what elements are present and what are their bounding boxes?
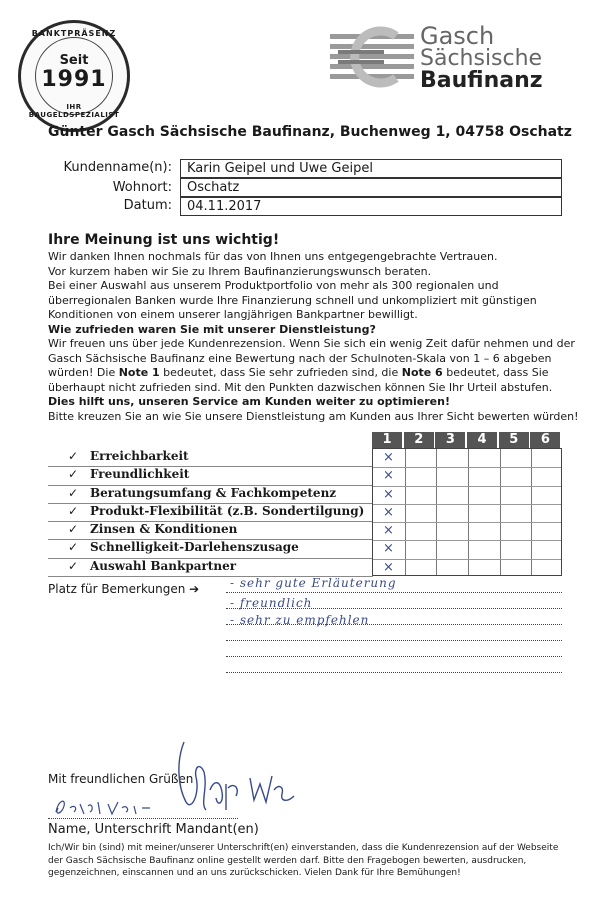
remark-handwritten: - freundlich xyxy=(230,596,313,610)
intro-text xyxy=(48,250,588,424)
rating-cross[interactable]: × xyxy=(383,559,394,575)
remarks-label: Platz für Bemerkungen ➔ xyxy=(48,582,200,596)
rating-grid xyxy=(372,448,562,576)
footer-line: der Gasch Sächsische Baufinanz online gestellt werden darf. Bitte den Fragebogen bewerten, ausdrucken, xyxy=(48,855,527,866)
seal-since: Seit xyxy=(59,53,89,68)
body-text: bedeutet, dass Sie xyxy=(442,366,549,379)
company-seal xyxy=(18,20,130,132)
check-icon: ✓ xyxy=(68,467,79,482)
grade-header-1: 1 xyxy=(372,432,402,448)
page-heading: Ihre Meinung ist uns wichtig! xyxy=(48,232,280,248)
grade-header-4: 4 xyxy=(467,432,497,448)
check-icon: ✓ xyxy=(68,503,79,518)
grade-header-3: 3 xyxy=(435,432,465,448)
intro-line: Vor kurzem haben wir Sie zu Ihrem Baufinanzierungswunsch beraten. xyxy=(48,264,432,278)
criterion-label: Schnelligkeit-Darlehenszusage xyxy=(90,540,299,555)
signature-drawing-2 xyxy=(50,794,160,820)
euro-logo-icon xyxy=(330,24,414,90)
brand-line-3: Baufinanz xyxy=(420,68,543,93)
brand-line-2: Sächsische xyxy=(420,46,543,71)
body-line: Gasch Sächsische Baufinanz eine Bewertung nach der Schulnoten-Skala von 1 – 6 abgeben xyxy=(48,351,552,365)
criterion-label: Erreichbarkeit xyxy=(90,449,189,463)
rating-cross[interactable]: × xyxy=(383,541,394,557)
signature-line xyxy=(48,818,238,819)
grade-header-2: 2 xyxy=(404,432,434,448)
seal-bottom-text: IHR BAUGELDSPEZIALIST xyxy=(28,103,120,119)
body-text: bedeutet, dass Sie sehr zufrieden sind, die xyxy=(159,366,402,379)
grade-header-6: 6 xyxy=(530,432,560,448)
seal-top-text: BANKTPRÄSENZ xyxy=(31,29,117,38)
rating-cross[interactable]: × xyxy=(383,523,394,539)
city-field[interactable]: Oschatz xyxy=(180,178,562,197)
date-label: Datum: xyxy=(123,198,172,213)
question-heading: Wie zufrieden waren Sie mit unserer Dienstleistung? xyxy=(48,322,376,336)
note-6-text: Note 6 xyxy=(401,366,443,379)
remark-handwritten: - sehr gute Erläuterung xyxy=(230,576,397,590)
body-line: Wir freuen uns über jede Kundenrezension. Wenn Sie sich ein wenig Zeit dafür nehmen und der xyxy=(48,337,575,350)
criterion-label: Auswahl Bankpartner xyxy=(90,558,237,573)
check-icon: ✓ xyxy=(68,485,79,500)
check-icon: ✓ xyxy=(68,558,79,573)
city-label: Wohnort: xyxy=(112,180,172,195)
help-line: Dies hilft uns, unseren Service am Kunden weiter zu optimieren! xyxy=(48,395,450,408)
note-1-text: Note 1 xyxy=(118,366,160,379)
rating-cross[interactable]: × xyxy=(383,504,394,520)
intro-line: überregionalen Banken wurde Ihre Finanzierung schnell und unkompliziert mit günstigen xyxy=(48,293,537,307)
remarks-line xyxy=(226,672,562,673)
intro-line: Bei einer Auswahl aus unserem Produktportfolio von mehr als 300 regionalen und xyxy=(48,279,499,292)
remarks-line xyxy=(226,640,562,641)
check-icon: ✓ xyxy=(68,540,79,555)
intro-line: Wir danken Ihnen nochmals für das von Ihnen uns entgegengebrachte Vertrauen. xyxy=(48,250,498,263)
grade-header-5: 5 xyxy=(499,432,529,448)
footer-consent xyxy=(48,842,568,880)
footer-line: gegenzeichnen, einscannen und an uns zurückschicken. Vielen Dank für Ihre Bemühungen! xyxy=(48,868,461,878)
body-text: würden! Die xyxy=(48,366,119,379)
customer-name-label: Kundenname(n): xyxy=(63,160,172,175)
remark-handwritten: - sehr zu empfehlen xyxy=(230,613,370,627)
rating-cross[interactable]: × xyxy=(383,450,394,465)
seal-year: 1991 xyxy=(41,67,107,92)
intro-line: Konditionen von einem unserer langjährigen Bankpartner bewilligt. xyxy=(48,308,418,321)
remarks-line xyxy=(226,592,562,593)
criterion-label: Zinsen & Konditionen xyxy=(90,522,238,537)
footer-line: Ich/Wir bin (sind) mit meiner/unserer Unterschrift(en) einverstanden, dass die Kundenrezension auf der Webseite xyxy=(48,843,559,853)
date-field[interactable]: 04.11.2017 xyxy=(180,197,562,216)
criterion-label: Freundlichkeit xyxy=(90,467,190,482)
rating-cross[interactable]: × xyxy=(383,468,394,484)
body-line: überhaupt nicht zufrieden sind. Mit den Punkten dazwischen können Sie Ihr Urteil abstufen. xyxy=(48,380,553,394)
body-line xyxy=(48,366,588,381)
check-icon: ✓ xyxy=(68,522,79,537)
closing-greeting: Mit freundlichen Grüßen xyxy=(48,772,194,786)
check-icon: ✓ xyxy=(68,449,79,463)
brand-line-1: Gasch xyxy=(420,22,495,50)
customer-name-field[interactable]: Karin Geipel und Uwe Geipel xyxy=(180,159,562,178)
remarks-line xyxy=(226,656,562,657)
signature-drawing xyxy=(170,732,310,822)
signature-label: Name, Unterschrift Mandant(en) xyxy=(48,822,259,837)
rating-cross[interactable]: × xyxy=(383,486,394,502)
instruction-line: Bitte kreuzen Sie an wie Sie unsere Dienstleistung am Kunden aus Ihrer Sicht bewerten würden! xyxy=(48,409,579,423)
criterion-label: Beratungsumfang & Fachkompetenz xyxy=(90,485,337,500)
criterion-label: Produkt-Flexibilität (z.B. Sondertilgung) xyxy=(90,503,365,518)
company-address: Günter Gasch Sächsische Baufinanz, Buchenweg 1, 04758 Oschatz xyxy=(48,124,572,140)
